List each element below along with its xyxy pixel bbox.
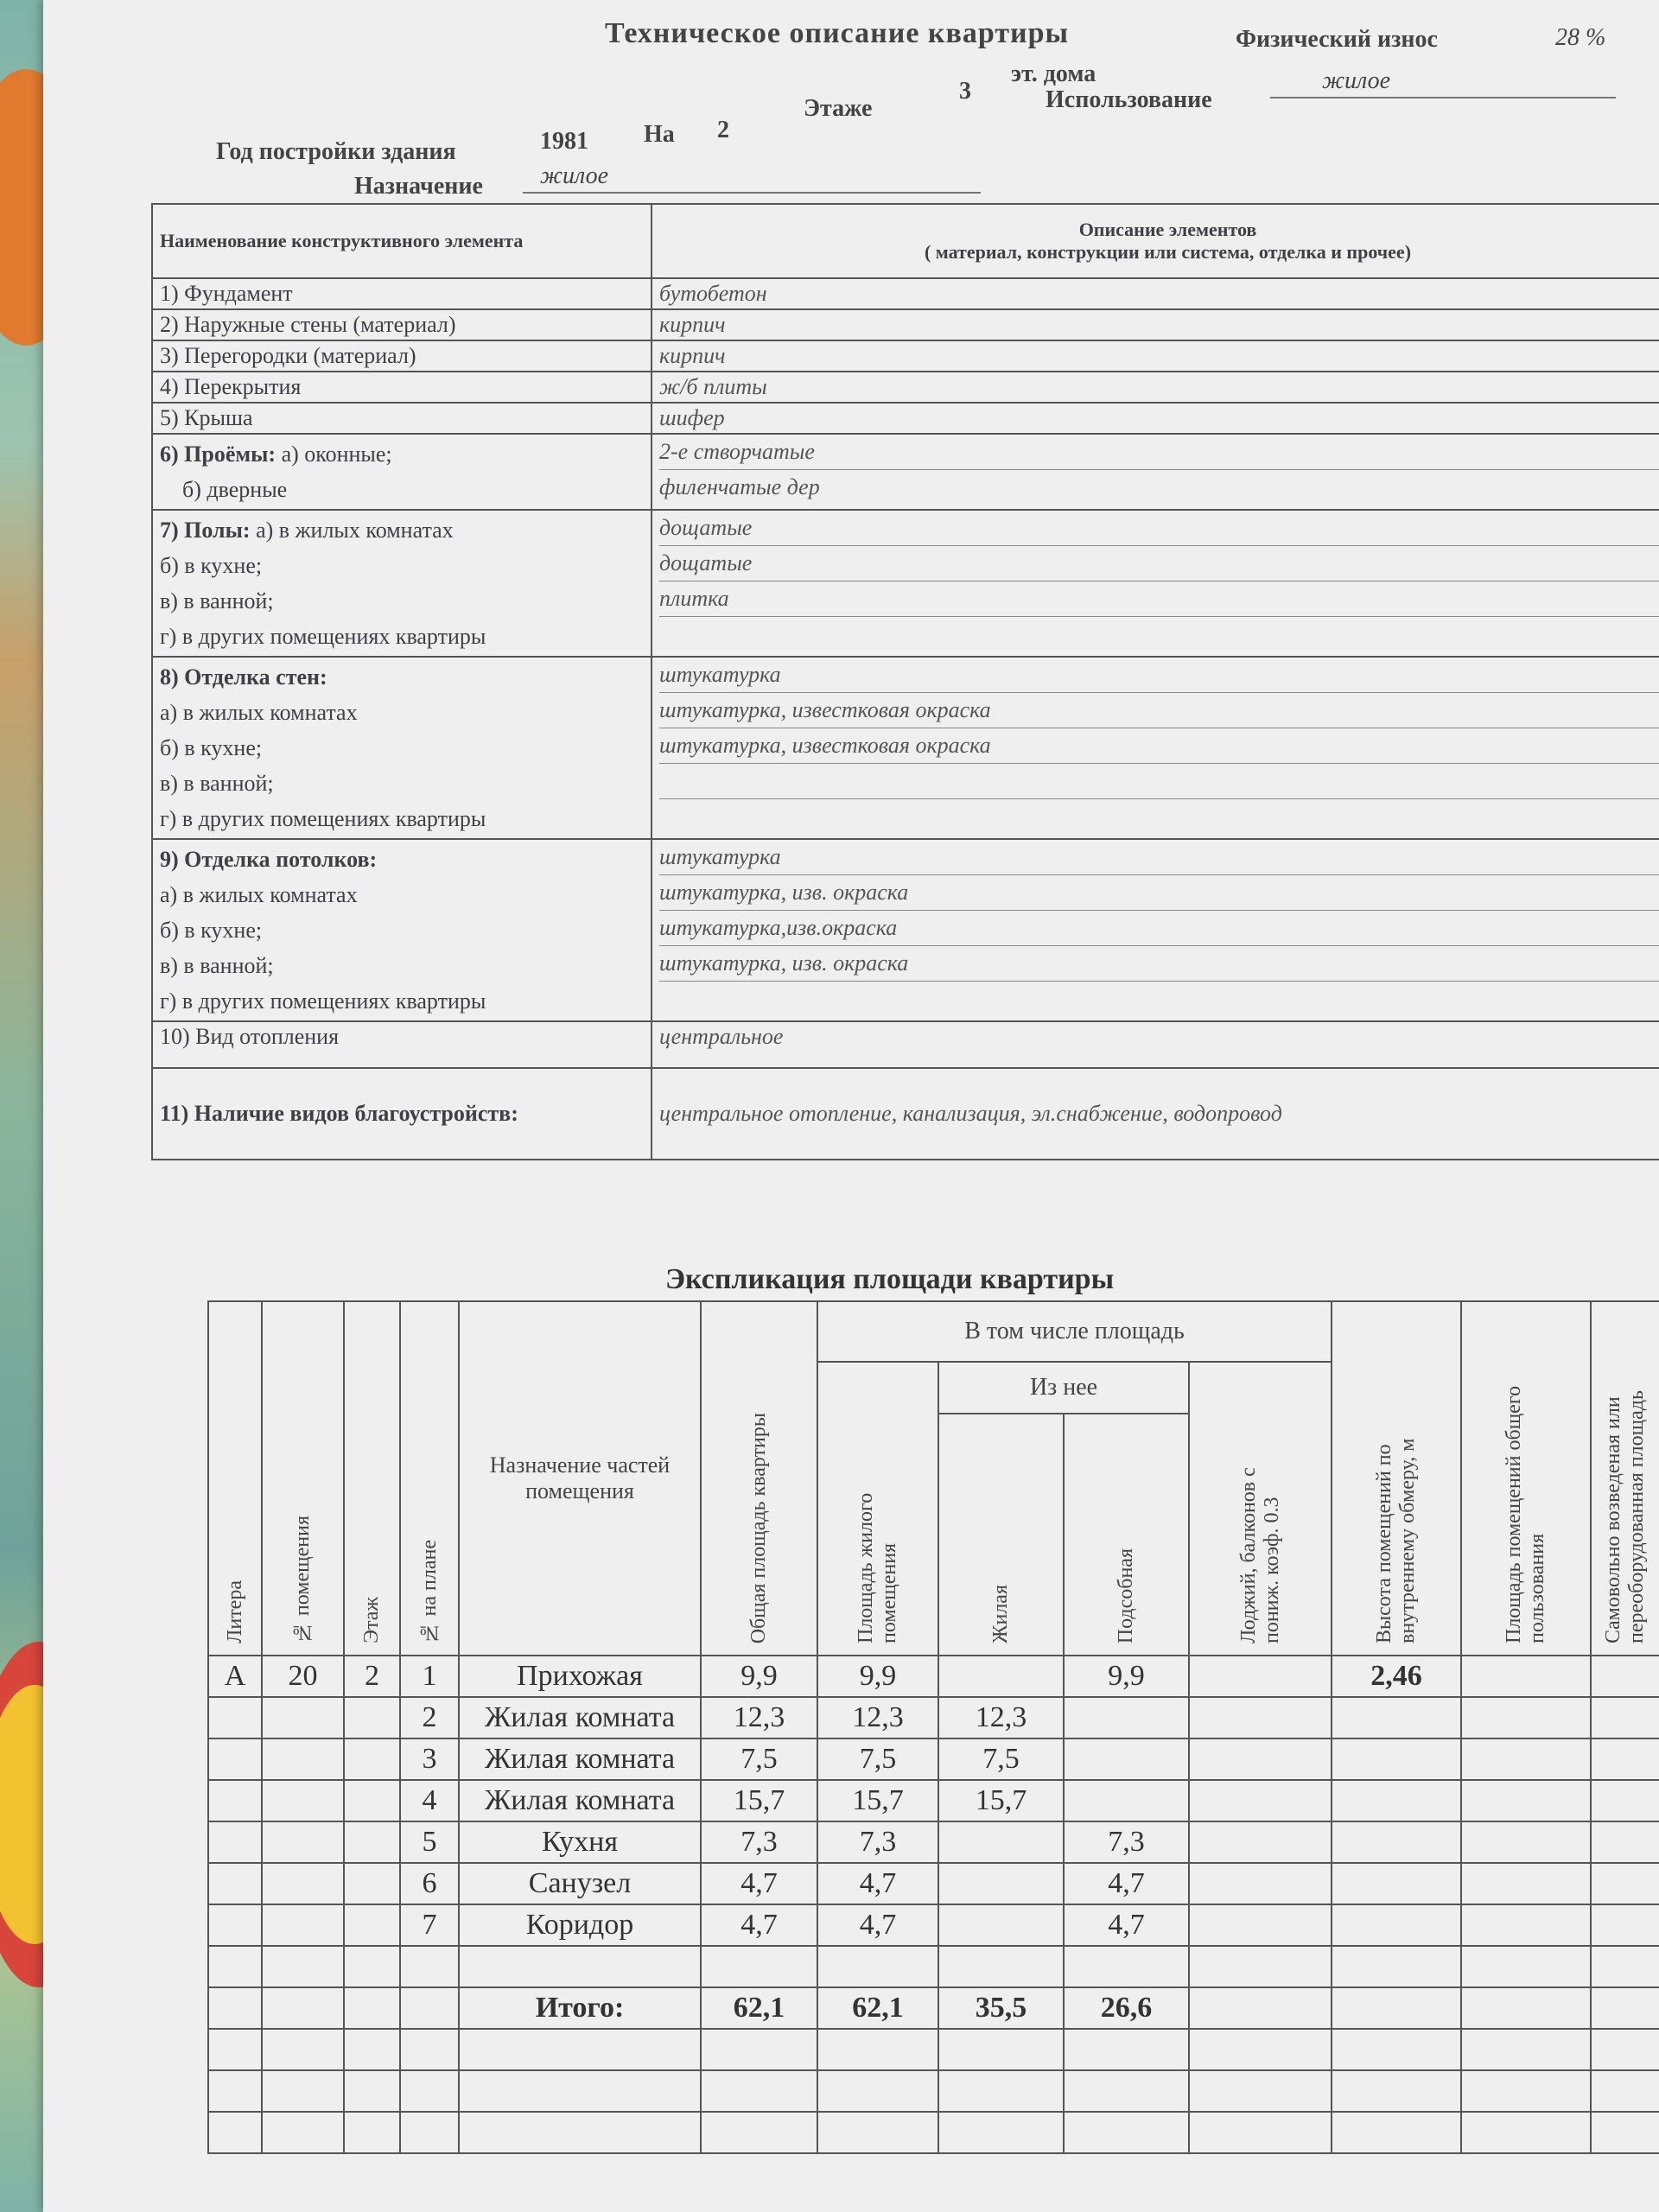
header-incl: В том числе площадь xyxy=(817,1301,1332,1362)
header-room-no: № помещения xyxy=(291,1515,314,1643)
table-row: 11) Наличие видов благоустройств: центральное отопление, канализация, эл.снабжение, водопровод xyxy=(152,1068,1659,1160)
explication-title: Экспликация площади квартиры xyxy=(665,1263,1115,1295)
table-row: 5) Крыша шифер xyxy=(152,403,1659,434)
usage-value: жилое xyxy=(1322,67,1391,94)
floor-prefix: На xyxy=(644,121,675,148)
table-row: А 20 2 1 Прихожая 9,9 9,9 9,9 2,46 xyxy=(208,1656,1659,1697)
col-element-header: Наименование конструктивного элемента xyxy=(152,204,652,278)
header-plan-no: № на плане xyxy=(417,1539,441,1643)
header-living: Жилая xyxy=(989,1584,1012,1643)
table-row-empty xyxy=(208,2070,1659,2112)
table-row: 6 Санузел 4,7 4,7 4,7 xyxy=(208,1863,1659,1904)
header-floor: Этаж xyxy=(360,1597,383,1643)
construction-table xyxy=(151,203,1659,1160)
table-row-openings: 6) Проёмы: а) оконные; б) дверные 2-е створчатые филенчатые дер xyxy=(152,434,1659,510)
header-total-area: Общая площадь квартиры xyxy=(747,1412,770,1643)
year-label: Год постройки здания xyxy=(216,138,456,165)
table-row: 10) Вид отопления центральное xyxy=(152,1021,1659,1068)
table-row: 4 Жилая комната 15,7 15,7 15,7 xyxy=(208,1780,1659,1821)
table-row: 4) Перекрытия ж/б плиты xyxy=(152,372,1659,403)
wear-value: 28 % xyxy=(1555,24,1606,51)
table-row: 5 Кухня 7,3 7,3 7,3 xyxy=(208,1821,1659,1863)
table-row-empty xyxy=(208,2112,1659,2153)
table-row-empty xyxy=(208,1946,1659,1987)
header-height: Высота помещений по внутреннему обмеру, м xyxy=(1373,1438,1420,1643)
table-row-empty xyxy=(208,2029,1659,2070)
table-row: 2) Наружные стены (материал) кирпич xyxy=(152,309,1659,340)
table-row-walls: 8) Отделка стен: а) в жилых комнатах б) в кухне; в) в ванной; г) в других помещениях квартиры штукатурка штукатурка, известковая окраска штукатурка, известковая окраска xyxy=(152,657,1659,839)
header-litera: Литера xyxy=(223,1580,246,1643)
doc-title: Техническое описание квартиры xyxy=(605,17,1070,49)
col-description-header: Описание элементов ( материал, конструкции или система, отделка и прочее) xyxy=(652,204,1659,278)
usage-underline xyxy=(1270,97,1616,99)
table-row: 1) Фундамент бутобетон xyxy=(152,278,1659,309)
table-row-ceilings: 9) Отделка потолков: а) в жилых комнатах б) в кухне; в) в ванной; г) в других помещениях квартиры штукатурка штукатурка, изв. окраска штукатурка,изв.окраска штукатурка, изв. окраска xyxy=(152,839,1659,1021)
usage-label: Использование xyxy=(1046,86,1212,113)
table-row: 7 Коридор 4,7 4,7 4,7 xyxy=(208,1904,1659,1946)
floors-value: 3 xyxy=(959,78,971,105)
floors-label: эт. дома xyxy=(1011,60,1096,87)
floor-value: 2 xyxy=(717,117,729,143)
header-purpose: Назначение частей помещения xyxy=(459,1301,701,1656)
table-row: 3) Перегородки (материал) кирпич xyxy=(152,340,1659,372)
purpose-label: Назначение xyxy=(354,173,483,200)
table-row: 2 Жилая комната 12,3 12,3 12,3 xyxy=(208,1697,1659,1738)
purpose-value: жилое xyxy=(540,162,609,189)
header-unauth: Самовольно возведеная или переоборудованная площадь xyxy=(1602,1390,1649,1643)
floor-label: Этаже xyxy=(804,95,873,122)
header-common: Площадь помещений общего пользования xyxy=(1503,1385,1549,1643)
table-row-total: Итого: 62,1 62,1 35,5 26,6 xyxy=(208,1987,1659,2029)
year-value: 1981 xyxy=(540,128,588,155)
header-of-which: Из нее xyxy=(938,1362,1189,1414)
wear-label: Физический износ xyxy=(1236,26,1438,53)
header-loggias: Лоджий, балконов с пониж. коэф. 0.3 xyxy=(1236,1467,1283,1643)
purpose-underline xyxy=(523,192,981,194)
explication-table xyxy=(207,1300,1659,2154)
header-living-area: Площадь жилого помещения xyxy=(855,1492,900,1643)
document-page xyxy=(43,0,1659,2212)
header-auxiliary: Подсобная xyxy=(1115,1548,1137,1643)
table-row-floors: 7) Полы: а) в жилых комнатах б) в кухне; в) в ванной; г) в других помещениях квартиры дощатые дощатые плитка xyxy=(152,510,1659,657)
table-row: 3 Жилая комната 7,5 7,5 7,5 xyxy=(208,1738,1659,1780)
